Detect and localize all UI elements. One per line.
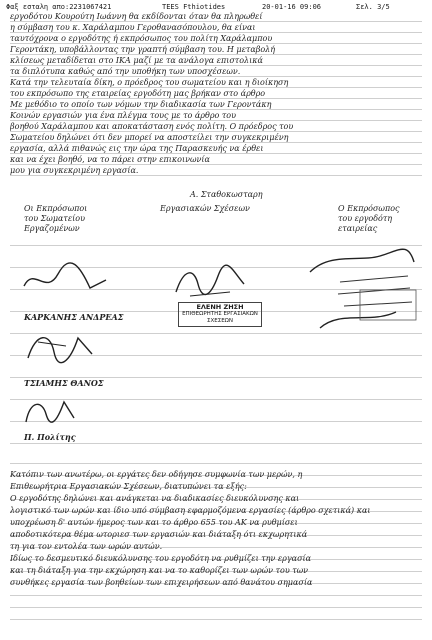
signature-2 [20, 328, 100, 366]
closing-line: υποχρέωση δ' αυτών ήμερος των και το άρθρο 655 του ΑΚ να ρυθμίσει [10, 518, 298, 527]
closing-line: και τη διάταξη για την εκχώρηση και να το καθορίζει των ωρών του των [10, 566, 309, 575]
body-line: κλίσεως μεταδίδεται στο ΙΚΑ μαζί με τα ανάλογα επιστολικά [10, 56, 263, 65]
ruled-line [10, 619, 422, 620]
signatory-label-line: Οι Εκπρόσωποι [24, 204, 88, 213]
signer-name-1: ΚΑΡΚΑΝΗΣ ΑΝΔΡΕΑΣ [24, 312, 124, 322]
closing-line: Επιθεωρήτρια Εργασιακών Σχέσεων, διατυπώνει τα εξής: [10, 482, 247, 491]
closing-line: λογιστικό των ωρών και ίδιο υπό σύμβαση εφαρμοζόμενα εργασίες (άρθρο σχετικά) και [10, 506, 371, 515]
body-line: τα διπλότυπα καθώς από την υποθήκη των υποσχέσεων. [10, 67, 241, 76]
body-line: βοηθού Χαράλαμπου και αποκατάσταση ενός πολίτη. Ο πρόεδρος του [10, 122, 294, 131]
fax-page-number: Σελ. 3/5 [356, 3, 390, 11]
signature-3 [20, 394, 80, 430]
body-line: εργασία, αλλά πιθανώς εις την ώρα της Παρασκευής να έρθει [10, 144, 264, 153]
closing-line: συνθήκες εργασία των βοηθείων των επιχειρήσεων από θανάτου σημασία [10, 578, 313, 587]
body-line: μου για συγκεκριμένη εργασία. [10, 166, 139, 175]
body-line: Κατά την τελευταία δίκη, ο πρόεδρος του σωματείου και η διοίκηση [10, 78, 289, 87]
signature-1 [20, 262, 110, 298]
body-line: Κοινών εργασιών για ένα πλέγμα τους με το άρθρο του [10, 111, 236, 120]
dateline: Α. Σταθοκωσταρη [190, 190, 263, 199]
signatory-label-line: του Σωματείου [24, 214, 85, 223]
signatory-label-line: Εργαζομένων [24, 224, 80, 233]
ruled-line [10, 607, 422, 608]
inspector-signature [170, 262, 250, 302]
body-line: η σύμβαση του κ. Χαράλαμπου Γεροθανασόπουλου, θα είναι [10, 23, 256, 32]
fax-datetime: 20-01-16 09:06 [262, 3, 322, 11]
closing-line: Ο εργοδότης δηλώνει και ανάγκεται να διαδικασίες διευκόλυνσης και [10, 494, 300, 503]
fax-station: TEES Fthiotides [162, 3, 226, 11]
signatory-label-line: εταιρείας [338, 224, 378, 233]
stamp-name: ΕΛΕΝΗ ΖΗΣΗ [196, 303, 244, 311]
body-line: Γεροντάκη, υποβάλλοντας την γραπτή σύμβαση του. Η μεταβολή [10, 45, 276, 54]
signer-name-2: ΤΣΙΑΜΗΣ ΘΑΝΟΣ [24, 378, 104, 388]
body-line: εργοδότου Κουρούτη Ιωάννη θα εκδίδονται όταν θα πληρωθεί [10, 12, 263, 21]
body-line: και να έχει βοηθό, να το πάρει στην επικοινωνία [10, 155, 210, 164]
body-line: του εκπρόσωπο της εταιρείας εργοδότη μας βρήκαν στο άρθρο [10, 89, 266, 98]
ruled-line [10, 595, 422, 596]
fax-sender: Φαξ εσταλη απο:2231067421 [6, 3, 112, 11]
ruled-line [10, 463, 422, 464]
closing-line: τη για τον εντολέα των ωρών αυτών. [10, 542, 163, 551]
signatory-label-line: του εργοδότη [338, 214, 393, 223]
body-line: ταυτόχρονα ο εργοδότης ή εκπρόσωπος του πολίτη Χαράλαμπου [10, 34, 273, 43]
stamp-subtitle: ΕΠΙΘΕΩΡΗΤΗΣ ΕΡΓΑΣΙΑΚΩΝ ΣΧΕΣΕΩΝ [182, 311, 258, 324]
closing-line: Ιδίως το δεσμευτικό διευκόλυνσης του εργοδότη να ρυθμίζει την εργασία [10, 554, 312, 563]
signatory-label-line: Εργασιακών Σχέσεων [160, 204, 250, 213]
closing-line: αποδοτικότερα θέμα ωτοριεσ των εργασιών και διάταξη ότι εκχωρητικά [10, 530, 308, 539]
closing-line: Κατόπιν των ανωτέρω, οι εργάτες δεν οδήγησε συμφωνία των μερών, η [10, 470, 303, 479]
ruled-line [10, 443, 422, 444]
official-stamp [178, 302, 262, 327]
signatory-label-right [338, 204, 400, 234]
signatory-label-line: Ο Εκπρόσωπος [338, 204, 400, 213]
employer-signature [300, 232, 420, 342]
signatory-label-left [24, 204, 87, 234]
signer-name-3: Π. Πολίτης [24, 432, 76, 442]
body-line: Σωματείου δηλώνει ότι δεν μπορεί να αποστείλει την συγκεκριμένη [10, 133, 289, 142]
body-line: Με μεθόδιο το οποίο των νόμων την διαδικασία των Γεροντάκη [10, 100, 272, 109]
signatory-label-center [160, 204, 250, 214]
